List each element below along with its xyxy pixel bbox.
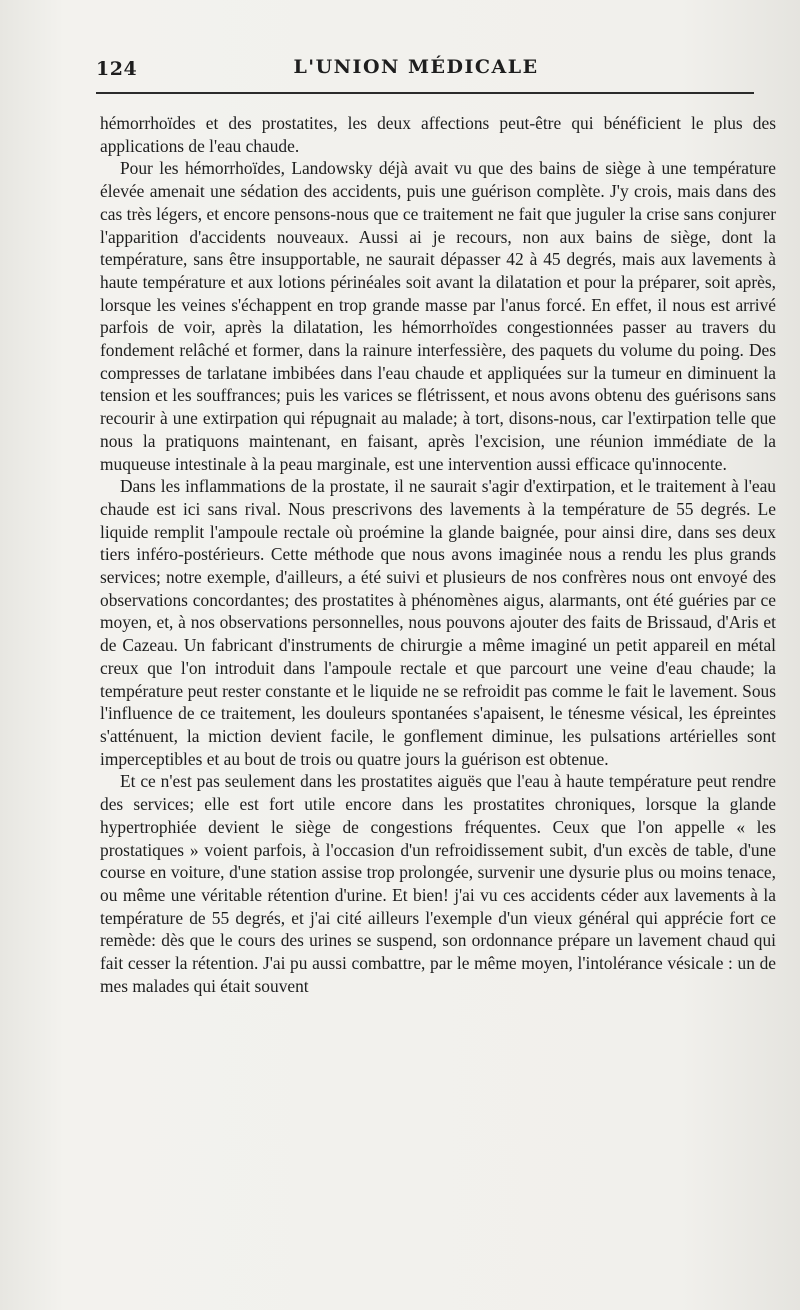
header-rule [96,92,754,94]
page-header [96,50,736,86]
paragraph-hemorrhoids: Pour les hémorrhoïdes, Landowsky déjà avait vu que des bains de siège à une température élevée amenait une sédation des accidents, puis une guérison complète. J'y crois, mais dans des cas très légers, et encore pensons-nous que ce traitement ne fait que juguler la crise sans conjurer l'apparition d'accidents nouveaux. Aussi ai je recours, non aux bains de siège, dont la température, sans être insupportable, ne saurait dépasser 42 à 45 degrés, mais aux lavements à haute température et aux lotions périnéales soit avant la dilatation et pour la préparer, soit après, lorsque les veines s'échappent en trop grande masse par l'anus forcé. En effet, il nous est arrivé parfois de voir, après la dilatation, les hémorrhoïdes congestionnées passer au travers du fondement relâché et former, dans la rainure interfessière, des paquets du volume du poing. Des compresses de tarlatane imbibées dans l'eau chaude et appliquées sur la tumeur en diminuent la tension et les souffrances; puis les varices se flétrissent, et nous avons obtenu des guérisons sans recourir à une extirpation qui répugnait au malade; à tort, disons-nous, car l'extirpation telle que nous la pratiquons maintenant, en faisant, après l'excision, une réunion immédiate de la muqueuse intestinale à la peau marginale, est une intervention aussi efficace qu'innocente. [100,158,776,474]
paragraph-continued: hémorrhoïdes et des prostatites, les deux affections peut-être qui bénéficient le plus des applications de l'eau chaude. [100,113,776,156]
paragraph-chronic-prostatitis: Et ce n'est pas seulement dans les prostatites aiguës que l'eau à haute température peut rendre des services; elle est fort utile encore dans les prostatites chroniques, lorsque la glande hypertrophiée devient le siège de congestions fréquentes. Ceux que l'on appelle « les prostatiques » voient parfois, à l'occasion d'un refroidissement subit, d'un excès de table, d'une course en voiture, d'une station assise trop prolongée, survenir une dysurie plus ou moins tenace, ou même une véritable rétention d'urine. Et bien! j'ai vu ces accidents céder aux lavements à la température de 55 degrés, et j'ai cité ailleurs l'exemple d'un vieux général qui apprécie fort ce remède: dès que le cours des urines se suspend, son ordonnance prépare un lavement chaud qui fait cesser la rétention. J'ai pu aussi combattre, par le même moyen, l'intolérance vésicale : un de mes malades qui était souvent [100,771,776,996]
paragraph-prostate-inflammation: Dans les inflammations de la prostate, il ne saurait s'agir d'extirpation, et le traitement à l'eau chaude est ici sans rival. Nous prescrivons des lavements à la température de 55 degrés. Le liquide remplit l'ampoule rectale où proémine la glande baignée, pour ainsi dire, dans ses deux tiers inféro-postérieurs. Cette méthode que nous avons imaginée nous a rendu les plus grands services; notre exemple, d'ailleurs, a été suivi et plusieurs de nos confrères nous ont envoyé des observations concordantes; des prostatites à phénomènes aigus, alarmants, ont été guéries par ce moyen, et, à nos observations personnelles, nous pouvons ajouter des faits de Brissaud, d'Aris et de Cazeau. Un fabricant d'instruments de chirurgie a même imaginé un petit appareil en métal creux que l'on introduit dans l'ampoule rectale et que parcourt une veine d'eau chaude; la température peut rester constante et le liquide ne se refroidit pas comme le fait le lavement. Sous l'influence de ce traitement, les douleurs spontanées s'apaisent, le ténesme vésical, les épreintes s'atténuent, la miction devient facile, le gonflement diminue, les pulsations artérielles sont imperceptibles et au bout de trois ou quatre jours la guérison est obtenue. [100,476,776,769]
body-text [100,112,776,997]
page-number: 124 [96,58,138,80]
running-title: L'UNION MÉDICALE [293,56,539,78]
